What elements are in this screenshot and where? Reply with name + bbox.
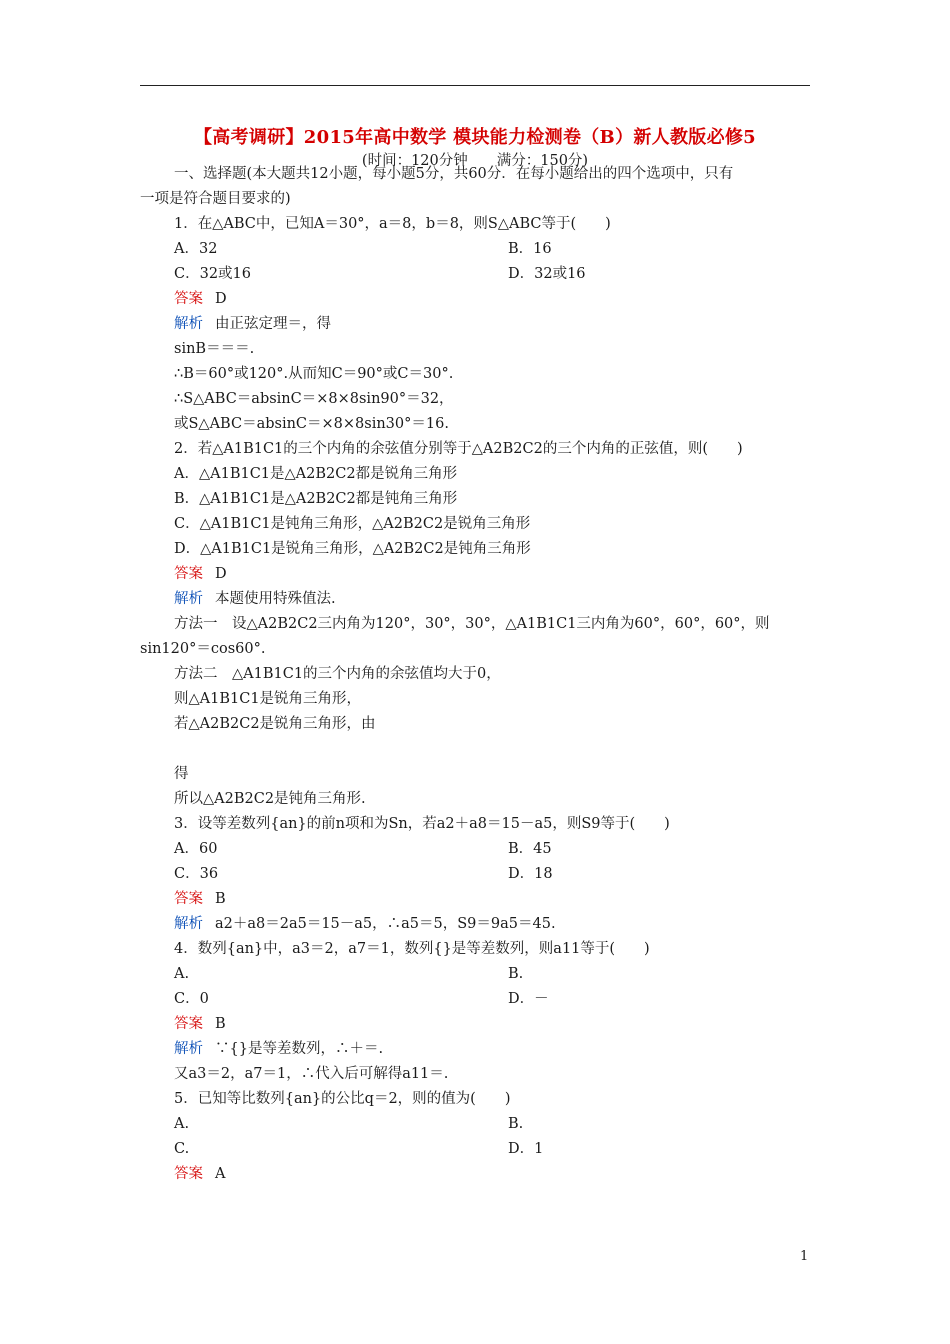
line-text: 本题使用特殊值法. (215, 591, 336, 607)
line-text: A．32 (174, 241, 218, 257)
line-text: D．△A1B1C1是锐角三角形，△A2B2C2是钝角三角形 (174, 541, 531, 557)
explanation-label: 解析 (174, 316, 203, 332)
text-line (174, 989, 209, 1009)
text-line (174, 814, 670, 834)
line-text: 4．数列{an}中，a3＝2，a7＝1，数列{}是等差数列，则a11等于( ) (174, 941, 650, 957)
text-line (174, 964, 189, 984)
line-text: ∵{}是等差数列，∴＋＝. (215, 1041, 384, 1057)
answer-line (174, 289, 227, 309)
line-text: 方法一 设△A2B2C2三内角为120°，30°，30°，△A1B1C1三内角为60°，60°，60°，则 (174, 616, 770, 632)
text-line (174, 1139, 189, 1159)
text-line (174, 439, 743, 459)
text-line (174, 1114, 189, 1134)
option-right: B．16 (508, 241, 552, 257)
text-line (174, 239, 217, 259)
line-text: a2＋a8＝2a5＝15－a5，∴a5＝5，S9＝9a5＝45. (215, 916, 556, 932)
line-text: 若△A2B2C2是锐角三角形，由 (174, 716, 376, 732)
option-right: B．45 (508, 841, 552, 857)
text-line (174, 714, 376, 734)
line-text: C．36 (174, 866, 219, 882)
line-text: B (215, 891, 226, 907)
text-line (174, 764, 189, 784)
line-text: 又a3＝2，a7＝1，∴代入后可解得a11＝. (174, 1066, 449, 1082)
explanation-line (174, 914, 556, 934)
document-title: 【高考调研】2015年高中数学 模块能力检测卷（B）新人教版必修5 (194, 127, 756, 148)
line-text: 2．若△A1B1C1的三个内角的余弦值分别等于△A2B2C2的三个内角的正弦值，则( ) (174, 441, 743, 457)
line-text: C. (174, 1141, 190, 1157)
line-text: sin120°＝cos60°. (140, 641, 266, 657)
text-line (174, 164, 733, 184)
text-line (174, 364, 453, 384)
line-text: B (215, 1016, 226, 1032)
text-line (174, 939, 650, 959)
text-line (174, 1064, 448, 1084)
answer-line (174, 1164, 225, 1184)
text-line (174, 514, 530, 534)
line-text: 所以△A2B2C2是钝角三角形. (174, 791, 366, 807)
option-right: D．18 (508, 866, 553, 882)
line-text: 方法二 △A1B1C1的三个内角的余弦值均大于0， (174, 666, 501, 682)
text-line (174, 614, 770, 634)
line-text: 则△A1B1C1是锐角三角形， (174, 691, 362, 707)
answer-label: 答案 (174, 891, 203, 907)
option-right: B. (508, 1116, 524, 1132)
line-text: 3．设等差数列{an}的前n项和为Sn，若a2＋a8＝15－a5，则S9等于( ) (174, 816, 670, 832)
line-text: B．△A1B1C1是△A2B2C2都是钝角三角形 (174, 491, 458, 507)
text-line (174, 214, 611, 234)
line-text: 一项是符合题目要求的) (140, 191, 291, 207)
text-line (174, 464, 457, 484)
option-right: D．－ (508, 991, 549, 1007)
header-rule (140, 85, 810, 86)
explanation-label: 解析 (174, 591, 203, 607)
line-text: ∴S△ABC＝absinC＝×8×8sin90°＝32， (174, 391, 454, 407)
text-line (174, 664, 501, 684)
page-number: 1 (800, 1249, 809, 1264)
text-line (174, 789, 366, 809)
line-text: D (215, 566, 227, 582)
text-line (140, 639, 265, 659)
explanation-line (174, 589, 336, 609)
line-text: ∴B＝60°或120°.从而知C＝90°或C＝30°. (174, 366, 454, 382)
text-line (140, 189, 291, 209)
line-text: A (215, 1166, 226, 1182)
text-line (174, 339, 254, 359)
text-line (174, 864, 218, 884)
text-line (174, 389, 454, 409)
text-line (174, 1089, 510, 1109)
answer-label: 答案 (174, 1166, 203, 1182)
line-text: sinB＝＝＝. (174, 341, 255, 357)
text-line (174, 414, 449, 434)
text-line (174, 689, 361, 709)
line-text: C．32或16 (174, 266, 251, 282)
text-line (174, 264, 251, 284)
line-text: C．△A1B1C1是钝角三角形，△A2B2C2是锐角三角形 (174, 516, 531, 532)
option-right: B. (508, 966, 524, 982)
line-text: A．60 (174, 841, 218, 857)
line-text: 1．在△ABC中，已知A＝30°，a＝8，b＝8，则S△ABC等于( ) (174, 216, 611, 232)
line-text: A. (174, 966, 190, 982)
answer-line (174, 564, 227, 584)
explanation-line (174, 314, 331, 334)
line-text: C．0 (174, 991, 209, 1007)
line-text: 或S△ABC＝absinC＝×8×8sin30°＝16. (174, 416, 449, 432)
answer-line (174, 1014, 226, 1034)
line-text: 一、选择题(本大题共12小题，每小题5分，共60分．在每小题给出的四个选项中，只有 (174, 166, 734, 182)
explanation-label: 解析 (174, 916, 203, 932)
line-text: A. (174, 1116, 190, 1132)
text-line (174, 839, 217, 859)
answer-line (174, 889, 226, 909)
line-text: D (215, 291, 227, 307)
line-text: A．△A1B1C1是△A2B2C2都是锐角三角形 (174, 466, 458, 482)
answer-label: 答案 (174, 566, 203, 582)
line-text: 5．已知等比数列{an}的公比q＝2，则的值为( ) (174, 1091, 511, 1107)
answer-label: 答案 (174, 1016, 203, 1032)
explanation-line (174, 1039, 383, 1059)
option-right: D．1 (508, 1141, 544, 1157)
answer-label: 答案 (174, 291, 203, 307)
text-line (174, 489, 457, 509)
line-text: 得 (174, 766, 189, 782)
option-right: D．32或16 (508, 266, 586, 282)
explanation-label: 解析 (174, 1041, 203, 1057)
document-subtitle: (时间：120分钟 满分：150分) (361, 153, 589, 169)
line-text: 由正弦定理＝，得 (215, 316, 331, 332)
text-line (174, 539, 531, 559)
